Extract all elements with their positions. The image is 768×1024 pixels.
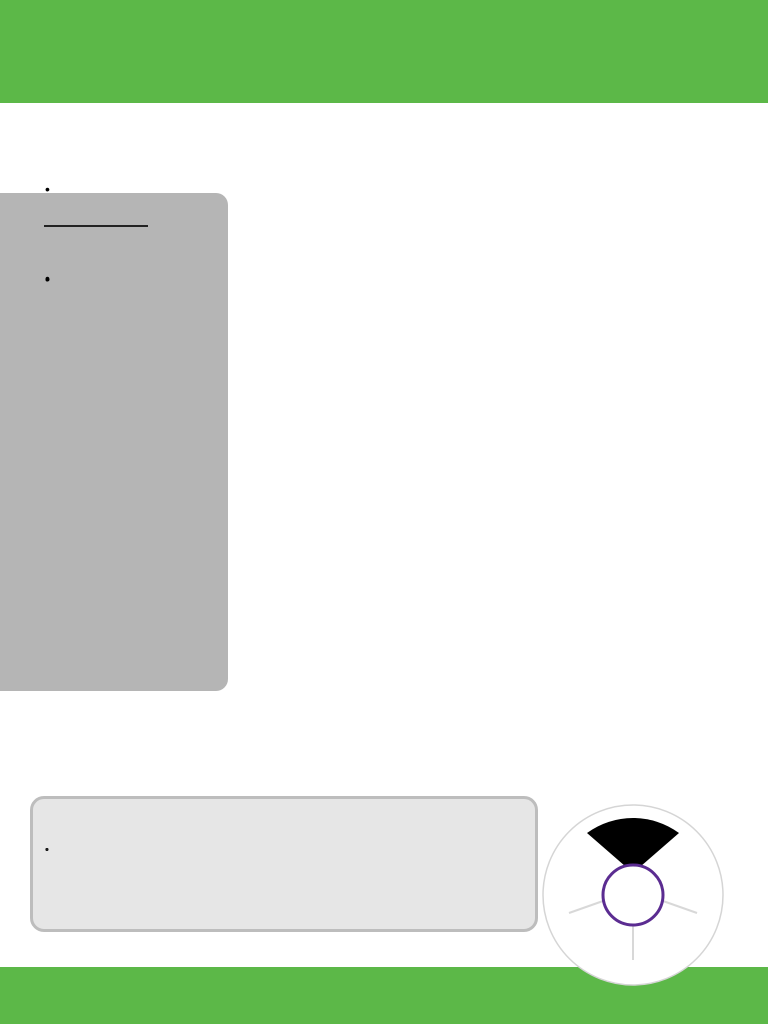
header-banner [0,0,768,103]
grade-wheel-icon [541,803,725,987]
resources-list [45,270,215,271]
activity-goal [253,181,733,202]
wheel-center [603,865,663,925]
sidebar-divider [44,225,148,227]
foundations-list [45,181,215,182]
curriculum-connections-box [30,796,538,932]
sidebar-panel [0,193,228,691]
